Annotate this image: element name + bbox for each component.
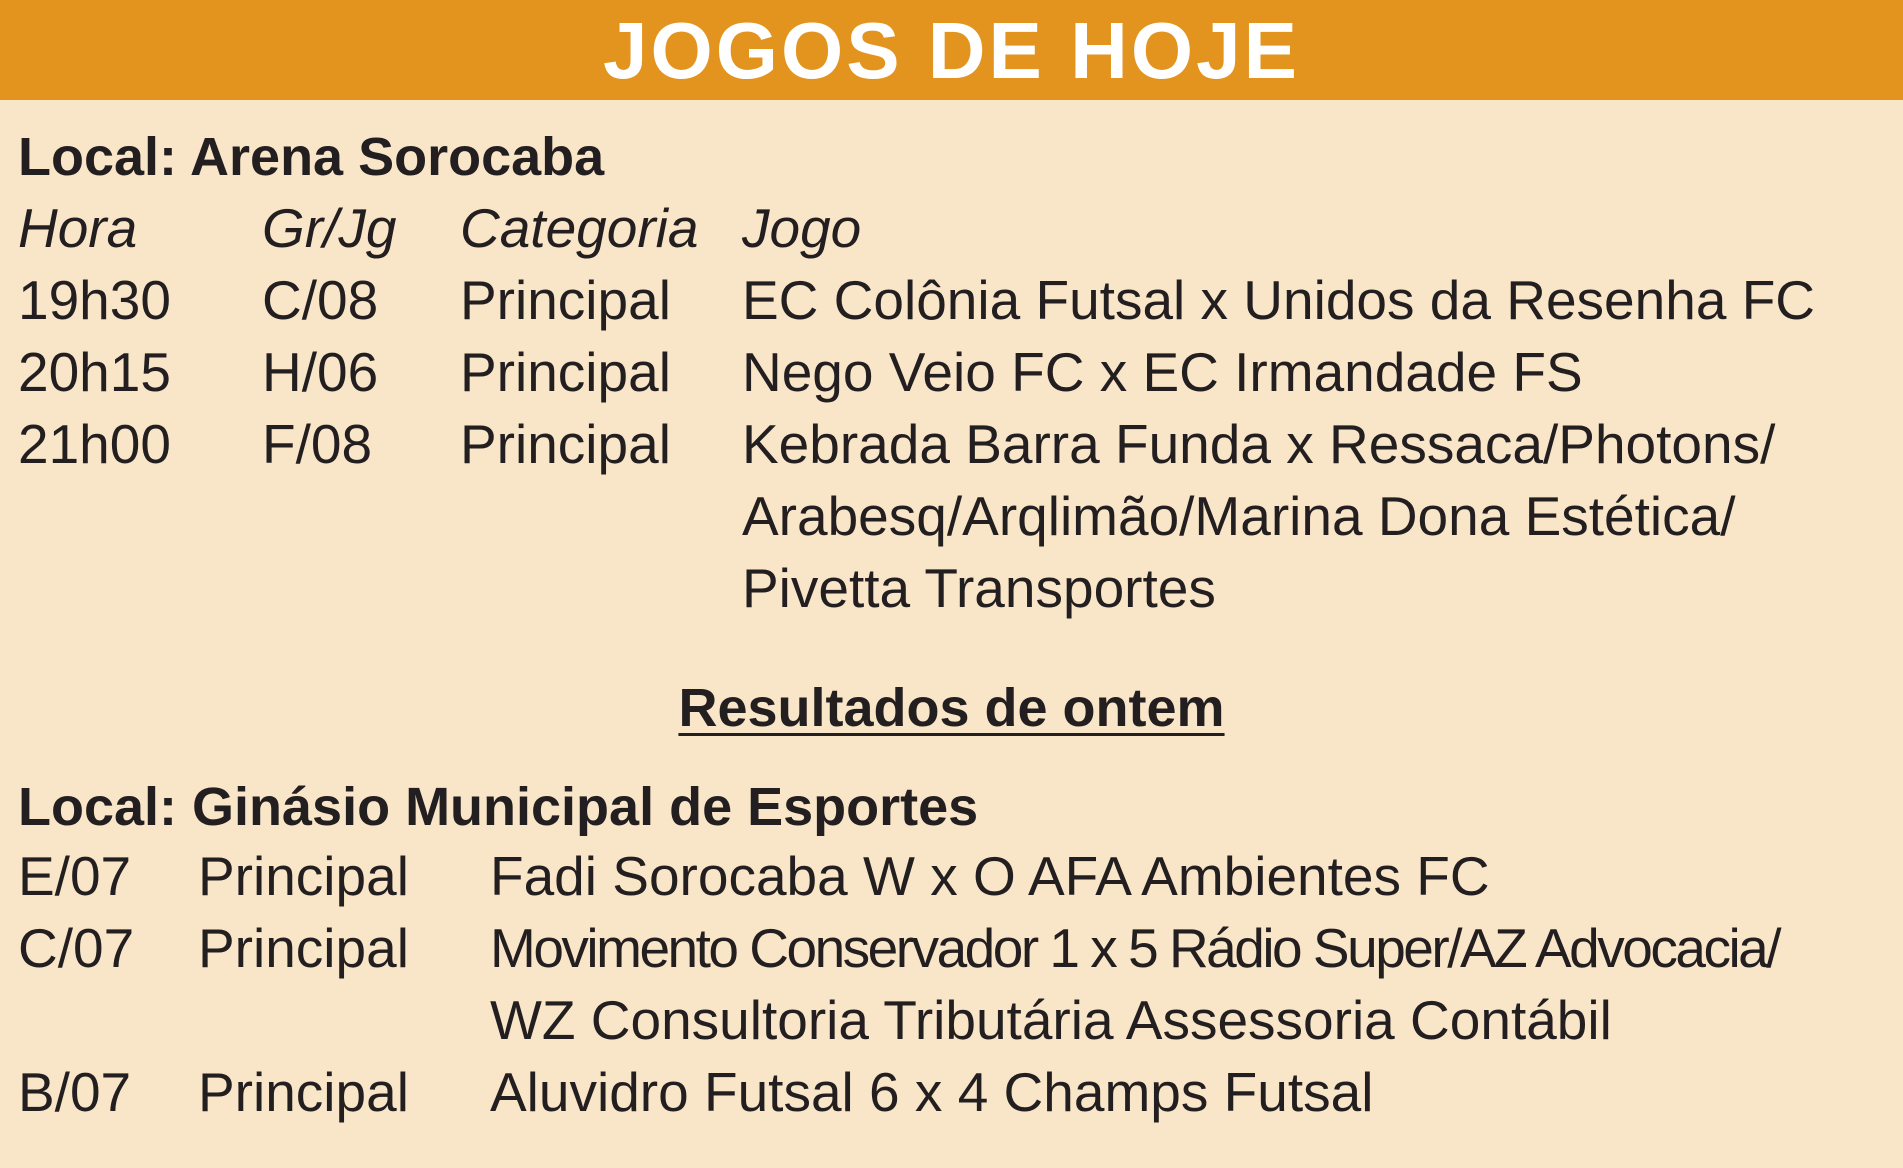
page-title: JOGOS DE HOJE (603, 6, 1300, 95)
column-header-hora: Hora (18, 197, 138, 259)
game-2-categoria: Principal (460, 341, 671, 403)
column-header-categoria: Categoria (460, 197, 699, 259)
column-grupo-jogo (262, 192, 396, 480)
result-1-grupo-jogo: E/07 (18, 845, 132, 907)
game-3-jogo-line-2: Arabesq/Arqlimão/Marina Dona Estética/ (742, 485, 1736, 547)
column-results-grupo-jogo (18, 840, 134, 1128)
game-2-grupo-jogo: H/06 (262, 341, 379, 403)
result-2-jogo-line-2: WZ Consultoria Tributária Assessoria Contábil (490, 989, 1612, 1051)
game-2-hora: 20h15 (18, 341, 171, 403)
game-3-categoria: Principal (460, 413, 671, 475)
result-2-grupo-jogo: C/07 (18, 917, 135, 979)
game-3-hora: 21h00 (18, 413, 171, 475)
result-1-jogo: Fadi Sorocaba W x O AFA Ambientes FC (490, 845, 1490, 907)
column-categoria (460, 192, 698, 480)
game-1-jogo: EC Colônia Futsal x Unidos da Resenha FC (742, 269, 1816, 331)
result-3-categoria: Principal (198, 1061, 409, 1123)
game-1-hora: 19h30 (18, 269, 171, 331)
result-2-jogo-line-1: Movimento Conservador 1 x 5 Rádio Super/AZ Advocacia/ (490, 917, 1780, 979)
column-header-grupo-jogo: Gr/Jg (262, 197, 397, 259)
game-3-jogo-line-1: Kebrada Barra Funda x Ressaca/Photons/ (742, 413, 1776, 475)
game-3-jogo-line-3: Pivetta Transportes (742, 557, 1216, 619)
game-1-grupo-jogo: C/08 (262, 269, 379, 331)
result-3-jogo: Aluvidro Futsal 6 x 4 Champs Futsal (490, 1061, 1374, 1123)
game-2-jogo: Nego Veio FC x EC Irmandade FS (742, 341, 1583, 403)
game-3-grupo-jogo: F/08 (262, 413, 373, 475)
venue-today: Local: Arena Sorocaba (18, 127, 605, 187)
section-title-results (0, 678, 1903, 738)
column-results-categoria (198, 840, 409, 1128)
venue-yesterday: Local: Ginásio Municipal de Esportes (18, 777, 979, 837)
section-title-text: Resultados de ontem (678, 678, 1225, 738)
column-hora (18, 192, 171, 480)
column-header-jogo: Jogo (742, 197, 862, 259)
column-jogo (742, 192, 1815, 624)
game-1-categoria: Principal (460, 269, 671, 331)
result-2-categoria: Principal (198, 917, 409, 979)
header-banner (0, 0, 1903, 100)
column-results-jogo (490, 840, 1779, 1128)
result-3-grupo-jogo: B/07 (18, 1061, 132, 1123)
result-1-categoria: Principal (198, 845, 409, 907)
